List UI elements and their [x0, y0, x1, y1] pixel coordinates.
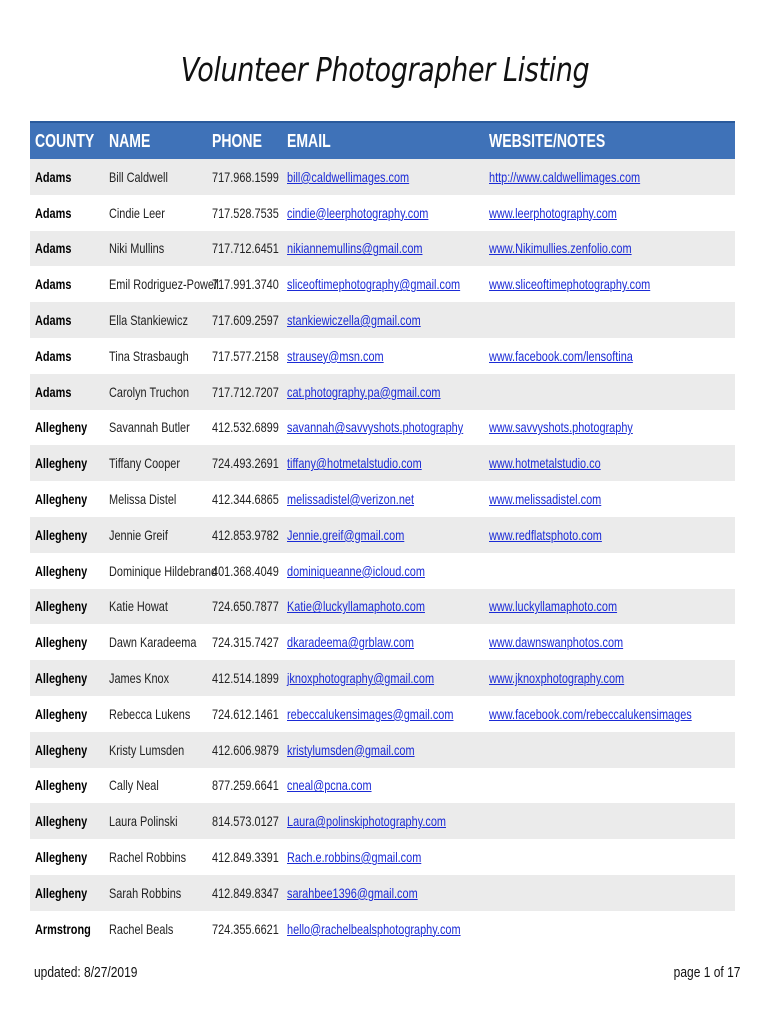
website-cell: [484, 240, 735, 256]
county-cell-cell: [30, 276, 104, 292]
county-cell: Adams: [35, 312, 72, 329]
county-cell: Armstrong: [35, 920, 91, 937]
county-cell: Adams: [35, 204, 72, 221]
table-row: [30, 374, 735, 410]
table-row: [30, 338, 735, 374]
county-cell-cell: [30, 169, 104, 185]
name-cell-cell: [104, 276, 219, 293]
website-cell: [484, 491, 735, 507]
website-link[interactable]: www.dawnswanphotos.com: [489, 634, 624, 651]
phone-cell: 814.573.0127: [212, 813, 279, 830]
county-cell: Allegheny: [35, 526, 88, 543]
county-cell-cell: [30, 527, 104, 543]
name-cell-cell: [104, 527, 207, 543]
phone-cell: 412.344.6865: [212, 491, 279, 508]
table-row: [30, 803, 735, 839]
name-cell: Cally Neal: [109, 777, 159, 794]
table-row: [30, 696, 735, 732]
email-link[interactable]: strausey@msn.com: [287, 347, 384, 364]
table-row: [30, 589, 735, 625]
website-link[interactable]: www.leerphotography.com: [489, 204, 617, 221]
website-cell: [484, 777, 735, 793]
county-cell-cell: [30, 419, 104, 435]
phone-cell: 724.493.2691: [212, 455, 279, 472]
website-link[interactable]: www.redflatsphoto.com: [489, 526, 602, 543]
website-cell: [484, 634, 735, 650]
table-row: [30, 410, 735, 446]
name-cell: Niki Mullins: [109, 240, 165, 257]
county-cell-cell: [30, 240, 104, 256]
email-link[interactable]: nikiannemullins@gmail.com: [287, 240, 423, 257]
name-cell: Katie Howat: [109, 598, 168, 615]
phone-cell: 724.612.1461: [212, 705, 279, 722]
phone-cell: 724.315.7427: [212, 634, 279, 651]
phone-cell: 717.712.7207: [212, 383, 279, 400]
email-cell: [282, 598, 484, 614]
photographer-table: [30, 121, 735, 947]
phone-cell: 412.606.9879: [212, 741, 279, 758]
county-cell-cell: [30, 813, 104, 829]
page-title: Volunteer Photographer Listing: [180, 50, 590, 89]
name-cell-cell: [104, 348, 207, 364]
email-link[interactable]: sarahbee1396@gmail.com: [287, 884, 418, 901]
county-cell-cell: [30, 384, 104, 400]
email-cell: [282, 670, 484, 686]
county-cell-cell: [30, 921, 104, 937]
phone-cell: 412.849.8347: [212, 884, 279, 901]
name-cell-cell: [104, 169, 207, 185]
county-cell: Allegheny: [35, 670, 88, 687]
county-cell: Allegheny: [35, 419, 88, 436]
email-link[interactable]: Katie@luckyllamaphoto.com: [287, 598, 425, 615]
county-cell: Adams: [35, 276, 72, 293]
website-cell: [484, 849, 735, 865]
email-link[interactable]: cindie@leerphotography.com: [287, 204, 429, 221]
name-cell: Dawn Karadeema: [109, 634, 197, 651]
email-cell: [282, 276, 484, 292]
county-cell: Allegheny: [35, 741, 88, 758]
phone-cell-cell: [207, 598, 282, 614]
phone-cell: 717.712.6451: [212, 240, 279, 257]
name-cell-cell: [104, 455, 207, 471]
name-cell: Ella Stankiewicz: [109, 312, 188, 329]
phone-cell-cell: [207, 276, 282, 292]
name-cell: Sarah Robbins: [109, 884, 182, 901]
phone-cell: 724.650.7877: [212, 598, 279, 615]
email-cell: [282, 527, 484, 543]
table-header: [30, 121, 735, 159]
website-link[interactable]: www.jknoxphotography.com: [489, 670, 625, 687]
email-cell: [282, 205, 484, 221]
name-cell: Jennie Greif: [109, 526, 168, 543]
phone-cell: 717.968.1599: [212, 168, 279, 185]
name-cell-cell: [104, 240, 207, 256]
name-cell: Rachel Beals: [109, 920, 174, 937]
name-cell-cell: [104, 813, 207, 829]
email-cell: [282, 312, 484, 328]
phone-cell: 724.355.6621: [212, 920, 279, 937]
website-cell: [484, 419, 735, 435]
website-link[interactable]: www.luckyllamaphoto.com: [489, 598, 618, 615]
county-cell-cell: [30, 670, 104, 686]
email-link[interactable]: bill@caldwellimages.com: [287, 168, 410, 185]
table-row: [30, 517, 735, 553]
name-cell-cell: [104, 849, 207, 865]
website-link[interactable]: www.sliceoftimephotography.com: [489, 276, 651, 293]
county-cell-cell: [30, 312, 104, 328]
website-cell: [484, 921, 735, 937]
phone-cell-cell: [207, 527, 282, 543]
phone-cell-cell: [207, 777, 282, 793]
county-cell: Allegheny: [35, 813, 88, 830]
phone-cell: 717.991.3740: [212, 276, 279, 293]
email-link[interactable]: dominiqueanne@icloud.com: [287, 562, 425, 579]
table-row: [30, 911, 735, 947]
website-cell: [484, 813, 735, 829]
name-cell: Tiffany Cooper: [109, 455, 181, 472]
email-link[interactable]: Laura@polinskiphotography.com: [287, 813, 447, 830]
phone-cell-cell: [207, 312, 282, 328]
county-cell: Adams: [35, 168, 72, 185]
email-link[interactable]: savannah@savvyshots.photography: [287, 419, 464, 436]
phone-cell-cell: [207, 670, 282, 686]
name-cell: Bill Caldwell: [109, 168, 168, 185]
website-cell: [484, 384, 735, 400]
name-cell: James Knox: [109, 670, 170, 687]
website-link[interactable]: www.facebook.com/rebeccalukensimages: [489, 705, 692, 722]
email-link[interactable]: sliceoftimephotography@gmail.com: [287, 276, 461, 293]
email-link[interactable]: melissadistel@verizon.net: [287, 491, 415, 508]
county-cell: Adams: [35, 383, 72, 400]
phone-cell: 877.259.6641: [212, 777, 279, 794]
table-row: [30, 445, 735, 481]
email-cell: [282, 777, 484, 793]
website-cell: [484, 885, 735, 901]
phone-cell-cell: [207, 742, 282, 758]
phone-cell-cell: [207, 921, 282, 937]
phone-cell-cell: [207, 205, 282, 221]
name-cell: Emil Rodriguez-Powell: [109, 276, 219, 293]
phone-cell: 717.528.7535: [212, 204, 279, 221]
county-cell-cell: [30, 348, 104, 364]
county-cell-cell: [30, 598, 104, 614]
email-cell: [282, 885, 484, 901]
table-row: [30, 875, 735, 911]
website-cell: [484, 670, 735, 686]
header-email: EMAIL: [287, 130, 331, 151]
phone-cell-cell: [207, 419, 282, 435]
name-cell-cell: [104, 598, 207, 614]
name-cell: Savannah Butler: [109, 419, 190, 436]
header-phone: PHONE: [212, 130, 262, 151]
website-link[interactable]: http://www.caldwellimages.com: [489, 168, 641, 185]
name-cell-cell: [104, 634, 207, 650]
county-cell-cell: [30, 491, 104, 507]
email-cell: [282, 921, 484, 937]
county-cell-cell: [30, 706, 104, 722]
name-cell-cell: [104, 384, 207, 400]
county-cell-cell: [30, 777, 104, 793]
email-link[interactable]: dkaradeema@grblaw.com: [287, 634, 415, 651]
website-cell: [484, 276, 735, 292]
website-cell: [484, 205, 735, 221]
website-cell: [484, 455, 735, 471]
website-link[interactable]: www.savvyshots.photography: [489, 419, 633, 436]
table-row: [30, 660, 735, 696]
name-cell-cell: [104, 562, 218, 579]
county-cell: Adams: [35, 240, 72, 257]
phone-cell: 412.514.1899: [212, 670, 279, 687]
email-cell: [282, 169, 484, 185]
phone-cell: 401.368.4049: [212, 562, 279, 579]
email-link[interactable]: jknoxphotography@gmail.com: [287, 670, 435, 687]
phone-cell-cell: [207, 634, 282, 650]
name-cell-cell: [104, 885, 207, 901]
email-cell: [282, 742, 484, 758]
email-cell: [282, 813, 484, 829]
email-link[interactable]: cneal@pcna.com: [287, 777, 372, 794]
table-row: [30, 481, 735, 517]
phone-cell-cell: [207, 455, 282, 471]
name-cell: Laura Polinski: [109, 813, 178, 830]
email-link[interactable]: stankiewiczella@gmail.com: [287, 312, 421, 329]
website-cell: [484, 742, 735, 758]
table-row: [30, 195, 735, 231]
name-cell-cell: [104, 921, 207, 937]
county-cell: Allegheny: [35, 849, 88, 866]
email-cell: [282, 563, 484, 579]
county-cell: Allegheny: [35, 598, 88, 615]
email-link[interactable]: hello@rachelbealsphotography.com: [287, 920, 461, 937]
website-link[interactable]: www.hotmetalstudio.co: [489, 455, 601, 472]
email-cell: [282, 706, 484, 722]
phone-cell-cell: [207, 813, 282, 829]
phone-cell-cell: [207, 240, 282, 256]
website-link[interactable]: www.facebook.com/lensoftina: [489, 347, 633, 364]
website-cell: [484, 169, 735, 185]
email-cell: [282, 348, 484, 364]
name-cell: Cindie Leer: [109, 204, 165, 221]
email-link[interactable]: Jennie.greif@gmail.com: [287, 526, 405, 543]
phone-cell-cell: [207, 491, 282, 507]
email-cell: [282, 849, 484, 865]
county-cell: Allegheny: [35, 884, 88, 901]
county-cell-cell: [30, 742, 104, 758]
email-cell: [282, 455, 484, 471]
header-county: COUNTY: [35, 130, 95, 151]
email-link[interactable]: tiffany@hotmetalstudio.com: [287, 455, 422, 472]
email-link[interactable]: kristylumsden@gmail.com: [287, 741, 415, 758]
county-cell: Allegheny: [35, 562, 88, 579]
name-cell-cell: [104, 706, 207, 722]
phone-cell: 412.853.9782: [212, 526, 279, 543]
table-row: [30, 302, 735, 338]
website-cell: [484, 598, 735, 614]
table-row: [30, 624, 735, 660]
name-cell: Dominique Hildebrand: [109, 562, 218, 579]
phone-cell-cell: [207, 348, 282, 364]
county-cell: Allegheny: [35, 491, 88, 508]
county-cell-cell: [30, 885, 104, 901]
phone-cell-cell: [207, 169, 282, 185]
table-row: [30, 839, 735, 875]
email-link[interactable]: rebeccalukensimages@gmail.com: [287, 705, 454, 722]
phone-cell-cell: [207, 885, 282, 901]
phone-cell-cell: [207, 384, 282, 400]
phone-cell: 412.849.3391: [212, 849, 279, 866]
table-row: [30, 732, 735, 768]
name-cell-cell: [104, 205, 207, 221]
county-cell: Allegheny: [35, 455, 88, 472]
county-cell: Allegheny: [35, 634, 88, 651]
email-cell: [282, 634, 484, 650]
county-cell-cell: [30, 455, 104, 471]
name-cell-cell: [104, 777, 207, 793]
email-link[interactable]: cat.photography.pa@gmail.com: [287, 383, 441, 400]
name-cell-cell: [104, 670, 207, 686]
name-cell: Rebecca Lukens: [109, 705, 191, 722]
email-cell: [282, 240, 484, 256]
phone-cell: 717.609.2597: [212, 312, 279, 329]
email-cell: [282, 491, 484, 507]
county-cell: Allegheny: [35, 777, 88, 794]
table-row: [30, 553, 735, 589]
header-website-notes: WEBSITE/NOTES: [489, 130, 606, 151]
phone-cell: 717.577.2158: [212, 347, 279, 364]
website-cell: [484, 563, 735, 579]
name-cell: Carolyn Truchon: [109, 383, 190, 400]
header-name: NAME: [109, 130, 151, 151]
email-link[interactable]: Rach.e.robbins@gmail.com: [287, 849, 422, 866]
name-cell-cell: [104, 312, 207, 328]
table-row: [30, 768, 735, 804]
name-cell: Melissa Distel: [109, 491, 177, 508]
county-cell-cell: [30, 849, 104, 865]
table-body: [30, 159, 735, 947]
email-cell: [282, 419, 484, 435]
phone-cell: 412.532.6899: [212, 419, 279, 436]
website-cell: [484, 527, 735, 543]
website-link[interactable]: www.melissadistel.com: [489, 491, 602, 508]
table-row: [30, 159, 735, 195]
county-cell-cell: [30, 205, 104, 221]
name-cell-cell: [104, 491, 207, 507]
name-cell-cell: [104, 742, 207, 758]
county-cell-cell: [30, 563, 104, 579]
email-cell: [282, 384, 484, 400]
website-cell: [484, 706, 735, 722]
name-cell: Kristy Lumsden: [109, 741, 185, 758]
updated-date: updated: 8/27/2019: [34, 964, 138, 981]
page-number: page 1 of 17: [673, 964, 740, 981]
table-row: [30, 231, 735, 267]
website-cell: [484, 312, 735, 328]
phone-cell-cell: [207, 563, 282, 579]
phone-cell-cell: [207, 706, 282, 722]
name-cell: Tina Strasbaugh: [109, 347, 189, 364]
website-cell: [484, 348, 735, 364]
website-link[interactable]: www.Nikimullies.zenfolio.com: [489, 240, 632, 257]
name-cell: Rachel Robbins: [109, 849, 187, 866]
county-cell: Allegheny: [35, 705, 88, 722]
phone-cell-cell: [207, 849, 282, 865]
name-cell-cell: [104, 419, 207, 435]
county-cell-cell: [30, 634, 104, 650]
table-row: [30, 266, 735, 302]
county-cell: Adams: [35, 347, 72, 364]
